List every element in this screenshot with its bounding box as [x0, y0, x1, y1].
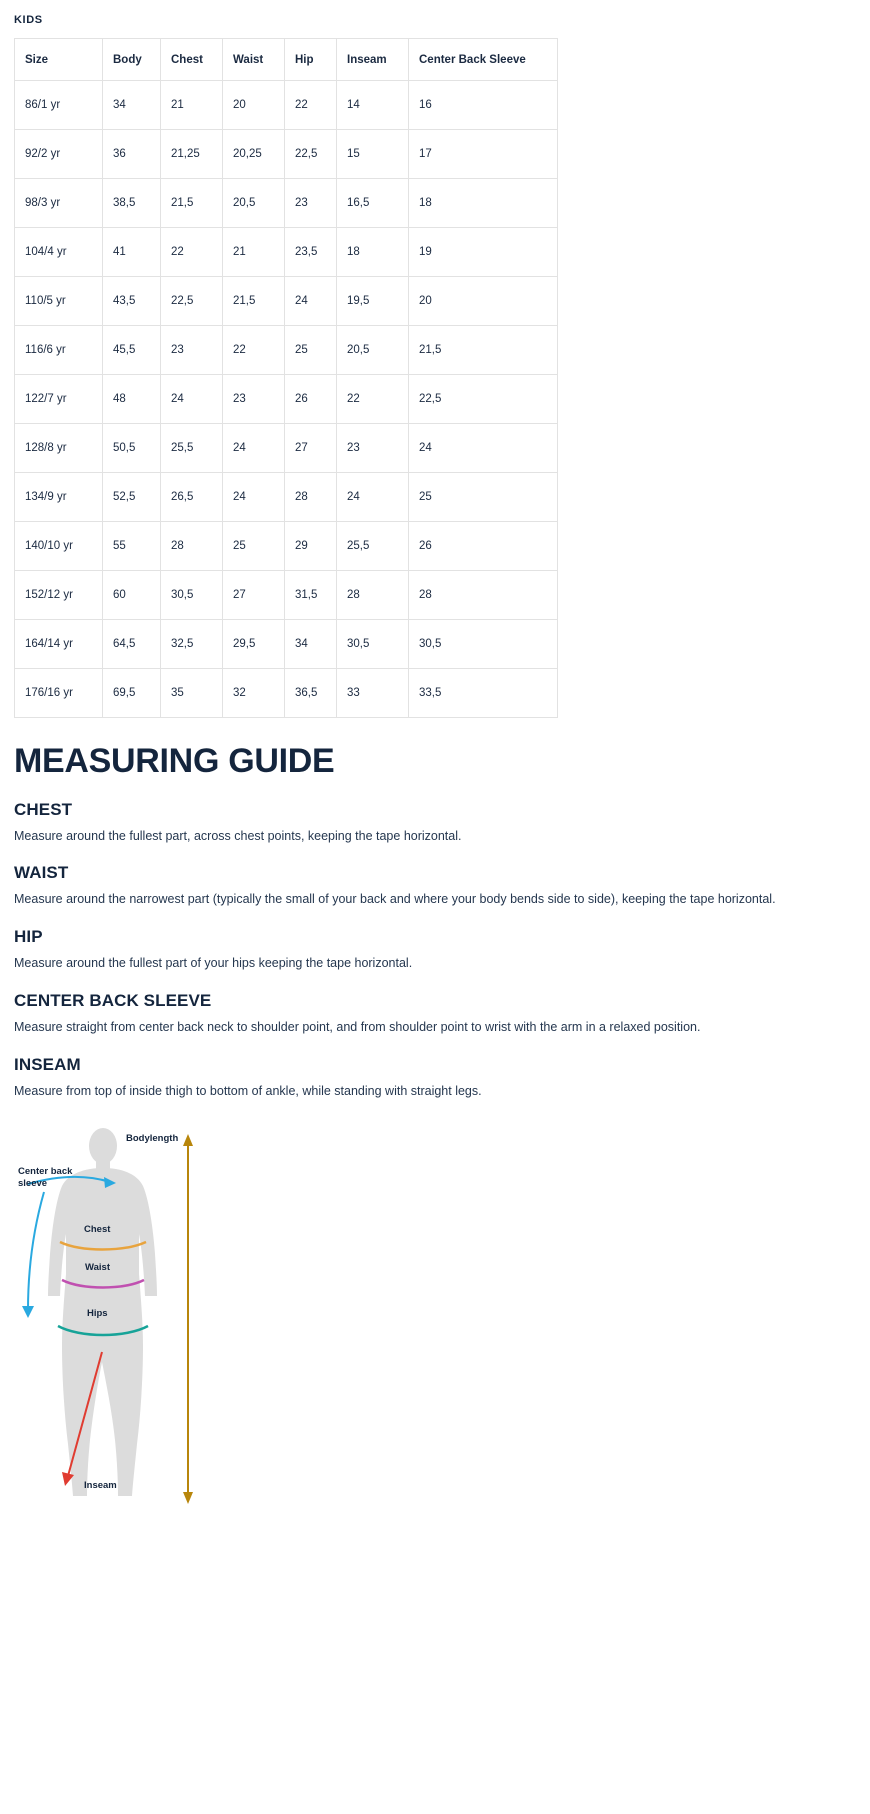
cell-hip: 27 [285, 424, 337, 473]
cell-center-back-sleeve: 17 [409, 130, 558, 179]
cell-center-back-sleeve: 21,5 [409, 326, 558, 375]
table-row [15, 130, 558, 179]
cell-center-back-sleeve: 24 [409, 424, 558, 473]
column-header-size: Size [15, 39, 103, 81]
guide-text-center-back-sleeve: Measure straight from center back neck to shoulder point, and from shoulder point to wrist with the arm in a relaxed position. [14, 1019, 701, 1034]
cell-size: 128/8 yr [15, 424, 103, 473]
cell-waist: 20,5 [223, 179, 285, 228]
cell-center-back-sleeve: 18 [409, 179, 558, 228]
cell-size: 152/12 yr [15, 571, 103, 620]
cell-chest: 28 [161, 522, 223, 571]
guide-heading-center-back-sleeve: CENTER BACK SLEEVE [14, 990, 212, 1010]
cell-waist: 20,25 [223, 130, 285, 179]
measuring-guide-title: MEASURING GUIDE [14, 742, 335, 780]
cell-waist: 20 [223, 81, 285, 130]
cell-hip: 36,5 [285, 669, 337, 718]
label-bodylength: Bodylength [126, 1133, 179, 1145]
sleeve-arrowhead-icon [22, 1306, 34, 1318]
cell-center-back-sleeve: 28 [409, 571, 558, 620]
column-header-inseam: Inseam [337, 39, 409, 81]
table-row [15, 228, 558, 277]
column-header-waist: Waist [223, 39, 285, 81]
cell-waist: 29,5 [223, 620, 285, 669]
label-center-back-sleeve-line1: Center back [18, 1166, 73, 1178]
cell-body: 36 [103, 130, 161, 179]
cell-size: 116/6 yr [15, 326, 103, 375]
cell-chest: 22 [161, 228, 223, 277]
cell-waist: 22 [223, 326, 285, 375]
cell-size: 122/7 yr [15, 375, 103, 424]
cell-chest: 21 [161, 81, 223, 130]
cell-inseam: 14 [337, 81, 409, 130]
cell-size: 86/1 yr [15, 81, 103, 130]
cell-chest: 25,5 [161, 424, 223, 473]
cell-inseam: 20,5 [337, 326, 409, 375]
cell-size: 104/4 yr [15, 228, 103, 277]
guide-heading-inseam: INSEAM [14, 1054, 81, 1074]
cell-center-back-sleeve: 16 [409, 81, 558, 130]
cell-chest: 22,5 [161, 277, 223, 326]
cell-waist: 24 [223, 424, 285, 473]
cell-chest: 21,25 [161, 130, 223, 179]
cell-inseam: 19,5 [337, 277, 409, 326]
guide-heading-hip: HIP [14, 927, 43, 947]
cell-hip: 22,5 [285, 130, 337, 179]
cell-chest: 35 [161, 669, 223, 718]
size-table-body [15, 81, 558, 718]
measuring-diagram [6, 1124, 256, 1514]
cell-body: 69,5 [103, 669, 161, 718]
cell-waist: 27 [223, 571, 285, 620]
cell-hip: 23 [285, 179, 337, 228]
cell-size: 98/3 yr [15, 179, 103, 228]
cell-size: 134/9 yr [15, 473, 103, 522]
cell-hip: 34 [285, 620, 337, 669]
cell-center-back-sleeve: 33,5 [409, 669, 558, 718]
cell-inseam: 24 [337, 473, 409, 522]
size-table-container [14, 38, 557, 718]
table-row [15, 179, 558, 228]
cell-size: 110/5 yr [15, 277, 103, 326]
cell-body: 52,5 [103, 473, 161, 522]
cell-body: 45,5 [103, 326, 161, 375]
cell-hip: 26 [285, 375, 337, 424]
label-center-back-sleeve-line2: sleeve [18, 1178, 48, 1190]
table-row [15, 522, 558, 571]
cell-inseam: 23 [337, 424, 409, 473]
cell-center-back-sleeve: 22,5 [409, 375, 558, 424]
guide-heading-chest: CHEST [14, 799, 73, 819]
guide-text-inseam: Measure from top of inside thigh to bottom of ankle, while standing with straight legs. [14, 1083, 482, 1098]
cell-waist: 23 [223, 375, 285, 424]
cell-size: 140/10 yr [15, 522, 103, 571]
cell-chest: 30,5 [161, 571, 223, 620]
cell-chest: 32,5 [161, 620, 223, 669]
cell-waist: 25 [223, 522, 285, 571]
cell-waist: 32 [223, 669, 285, 718]
table-row [15, 424, 558, 473]
cell-size: 164/14 yr [15, 620, 103, 669]
cell-center-back-sleeve: 30,5 [409, 620, 558, 669]
cell-chest: 24 [161, 375, 223, 424]
cell-center-back-sleeve: 25 [409, 473, 558, 522]
table-row [15, 571, 558, 620]
cell-hip: 25 [285, 326, 337, 375]
cell-size: 92/2 yr [15, 130, 103, 179]
cell-inseam: 33 [337, 669, 409, 718]
cell-waist: 21 [223, 228, 285, 277]
table-row [15, 375, 558, 424]
body-diagram-svg [6, 1124, 256, 1514]
cell-size: 176/16 yr [15, 669, 103, 718]
cell-body: 48 [103, 375, 161, 424]
cell-inseam: 16,5 [337, 179, 409, 228]
cell-body: 50,5 [103, 424, 161, 473]
cell-hip: 24 [285, 277, 337, 326]
column-header-center-back-sleeve: Center Back Sleeve [409, 39, 558, 81]
cell-hip: 29 [285, 522, 337, 571]
cell-inseam: 28 [337, 571, 409, 620]
cell-inseam: 25,5 [337, 522, 409, 571]
cell-body: 60 [103, 571, 161, 620]
measuring-guide [14, 744, 844, 1100]
cell-chest: 26,5 [161, 473, 223, 522]
cell-inseam: 30,5 [337, 620, 409, 669]
guide-text-chest: Measure around the fullest part, across chest points, keeping the tape horizontal. [14, 828, 462, 843]
section-label: KIDS [14, 14, 43, 26]
guide-text-waist: Measure around the narrowest part (typically the small of your back and where your body bends side to side), keeping the tape horizontal. [14, 892, 776, 907]
label-inseam: Inseam [84, 1480, 117, 1492]
cell-hip: 22 [285, 81, 337, 130]
cell-body: 64,5 [103, 620, 161, 669]
size-table [14, 38, 558, 718]
label-hips: Hips [87, 1308, 108, 1320]
cell-body: 38,5 [103, 179, 161, 228]
table-row [15, 473, 558, 522]
cell-inseam: 22 [337, 375, 409, 424]
guide-heading-waist: WAIST [14, 863, 69, 883]
label-waist: Waist [85, 1262, 110, 1274]
cell-hip: 31,5 [285, 571, 337, 620]
cell-inseam: 15 [337, 130, 409, 179]
column-header-chest: Chest [161, 39, 223, 81]
column-header-hip: Hip [285, 39, 337, 81]
cell-center-back-sleeve: 26 [409, 522, 558, 571]
cell-chest: 23 [161, 326, 223, 375]
table-row [15, 620, 558, 669]
cell-center-back-sleeve: 19 [409, 228, 558, 277]
guide-text-hip: Measure around the fullest part of your hips keeping the tape horizontal. [14, 956, 413, 971]
table-row [15, 326, 558, 375]
cell-center-back-sleeve: 20 [409, 277, 558, 326]
cell-waist: 21,5 [223, 277, 285, 326]
cell-hip: 23,5 [285, 228, 337, 277]
cell-body: 34 [103, 81, 161, 130]
cell-body: 41 [103, 228, 161, 277]
cell-body: 43,5 [103, 277, 161, 326]
cell-waist: 24 [223, 473, 285, 522]
label-chest: Chest [84, 1224, 111, 1236]
size-table-head [15, 39, 558, 81]
table-header-row [15, 39, 558, 81]
cell-hip: 28 [285, 473, 337, 522]
cell-inseam: 18 [337, 228, 409, 277]
table-row [15, 669, 558, 718]
cell-body: 55 [103, 522, 161, 571]
bodylength-measure-icon [183, 1134, 193, 1504]
table-row [15, 81, 558, 130]
column-header-body: Body [103, 39, 161, 81]
table-row [15, 277, 558, 326]
cell-chest: 21,5 [161, 179, 223, 228]
